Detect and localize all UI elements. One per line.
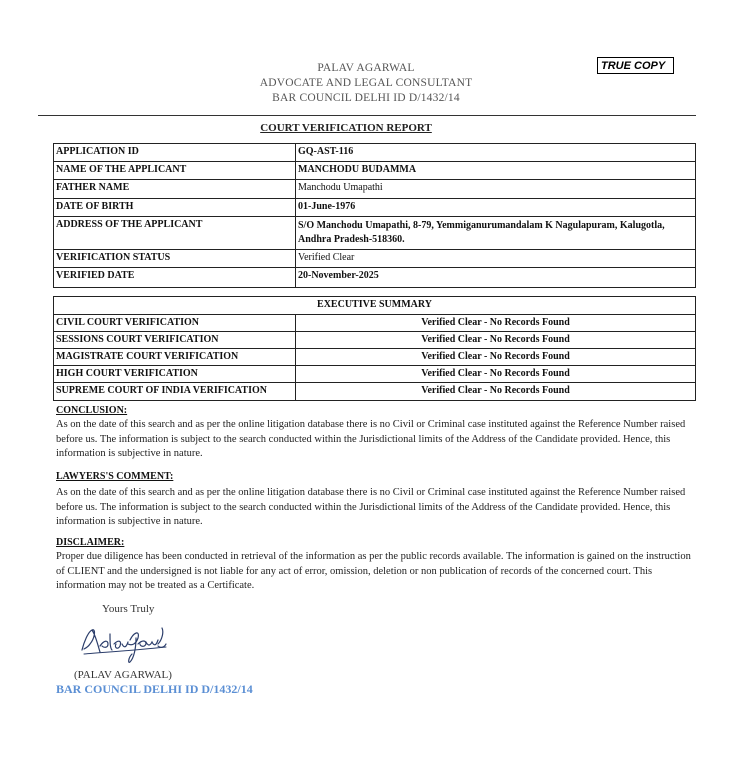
row-key: NAME OF THE APPLICANT xyxy=(54,162,296,180)
signatory-name: (PALAV AGARWAL) xyxy=(74,669,172,681)
row-key: SUPREME COURT OF INDIA VERIFICATION xyxy=(54,383,296,401)
row-key: VERIFICATION STATUS xyxy=(54,250,296,268)
row-value: Manchodu Umapathi xyxy=(296,180,696,199)
true-copy-stamp: TRUE COPY xyxy=(597,57,674,74)
table-row xyxy=(54,268,696,288)
row-key: CIVIL COURT VERIFICATION xyxy=(54,315,296,332)
table-row xyxy=(54,383,696,401)
row-value: Verified Clear - No Records Found xyxy=(296,315,696,332)
table-row xyxy=(54,315,696,332)
row-key: FATHER NAME xyxy=(54,180,296,199)
table-row xyxy=(54,162,696,180)
row-key: APPLICATION ID xyxy=(54,144,296,162)
advocate-bar-id: BAR COUNCIL DELHI ID D/1432/14 xyxy=(272,92,460,104)
table-row xyxy=(54,217,696,250)
row-value: 01-June-1976 xyxy=(296,199,696,217)
table-row xyxy=(54,199,696,217)
table-row xyxy=(54,349,696,366)
row-value: GQ-AST-116 xyxy=(296,144,696,162)
lawyers-comment-title: LAWYERS'S COMMENT: xyxy=(56,471,174,482)
table-row xyxy=(54,250,696,268)
table-row xyxy=(54,332,696,349)
summary-title: EXECUTIVE SUMMARY xyxy=(54,297,696,315)
row-value: Verified Clear - No Records Found xyxy=(296,349,696,366)
row-value: S/O Manchodu Umapathi, 8-79, Yemmiganurumandalam K Nagulapuram, Kalugotla, Andhra Pradesh-518360. xyxy=(296,217,696,250)
lawyers-comment-text: As on the date of this search and as per the online litigation database there is no Civil or Criminal case instituted against the Reference Number raised before us. The information is subject to the search conducted within the Jurisdictional limits of the Address of the Candidate provided. Hence, this information is subjective in nature. xyxy=(56,487,686,528)
signature-image xyxy=(78,622,173,666)
row-key: VERIFIED DATE xyxy=(54,268,296,288)
executive-summary-table xyxy=(53,296,696,401)
conclusion-title: CONCLUSION: xyxy=(56,405,128,416)
disclaimer-text: Proper due diligence has been conducted in retrieval of the information as per the public records available. The information is gained on the instruction of CLIENT and the undersigned is not liable for any act of error, omission, deletion or non publication of records of the concerned court. This information may not be treated as a Certificate. xyxy=(56,551,691,592)
conclusion-text: As on the date of this search and as per the online litigation database there is no Civil or Criminal case instituted against the Reference Number raised before us. The information is subject to the search conducted within the Jurisdictional limits of the Address of the Candidate provided. Hence, this information is subjective in nature. xyxy=(56,419,686,460)
table-row xyxy=(54,144,696,162)
closing-text: Yours Truly xyxy=(102,603,155,615)
disclaimer-title: DISCLAIMER: xyxy=(56,537,125,548)
row-key: SESSIONS COURT VERIFICATION xyxy=(54,332,296,349)
header-divider xyxy=(38,115,696,116)
row-key: MAGISTRATE COURT VERIFICATION xyxy=(54,349,296,366)
row-key: HIGH COURT VERIFICATION xyxy=(54,366,296,383)
row-value: Verified Clear - No Records Found xyxy=(296,332,696,349)
row-value: Verified Clear xyxy=(296,250,696,268)
row-value: MANCHODU BUDAMMA xyxy=(296,162,696,180)
advocate-name: PALAV AGARWAL xyxy=(317,62,415,74)
advocate-designation: ADVOCATE AND LEGAL CONSULTANT xyxy=(259,77,473,89)
signatory-bar-id: BAR COUNCIL DELHI ID D/1432/14 xyxy=(56,682,253,696)
row-value: Verified Clear - No Records Found xyxy=(296,383,696,401)
applicant-table xyxy=(53,143,696,288)
row-key: ADDRESS OF THE APPLICANT xyxy=(54,217,296,250)
row-value: 20-November-2025 xyxy=(296,268,696,288)
report-title: COURT VERIFICATION REPORT xyxy=(260,122,432,134)
row-value: Verified Clear - No Records Found xyxy=(296,366,696,383)
row-key: DATE OF BIRTH xyxy=(54,199,296,217)
table-row xyxy=(54,180,696,199)
table-row xyxy=(54,366,696,383)
table-header-row xyxy=(54,297,696,315)
